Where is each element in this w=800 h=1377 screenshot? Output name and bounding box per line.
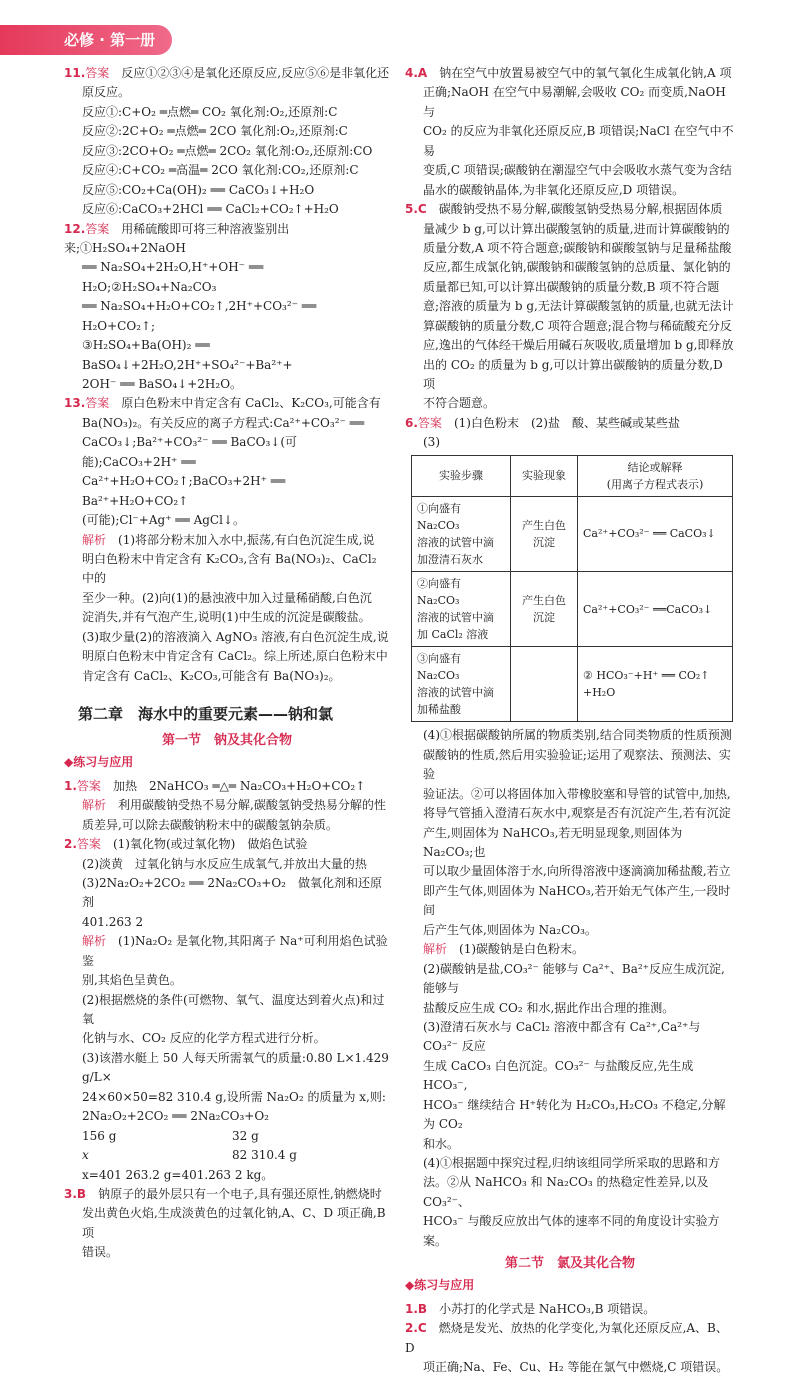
- analysis-text: 明白色粉末中肯定含有 K₂CO₃,含有 Ba(NO₃)₂、CaCl₂ 中的: [82, 551, 377, 586]
- table-row: [412, 496, 733, 571]
- analysis-text: 24×60×50=82 310.4 g,设所需 Na₂O₂ 的质量为 x,则:: [82, 1089, 386, 1104]
- answer-text: 钠原子的最外层只有一个电子,具有强还原性,钠燃烧时: [98, 1186, 382, 1201]
- answer-2: [64, 835, 390, 1185]
- cell-line: 加澄清石灰水: [417, 552, 483, 566]
- analysis-text: (1)碳酸钠是白色粉末。: [459, 942, 585, 957]
- analysis-text: 至少一种。(2)向(1)的悬浊液中加入过量稀硝酸,白色沉: [82, 590, 372, 605]
- answer-text: 用稀硫酸即可将三种溶液鉴别出来;①H₂SO₄+2NaOH: [64, 221, 290, 255]
- question-number: 2.: [405, 1321, 418, 1336]
- answer-text: (2)淡黄 过氧化钠与水反应生成氧气,并放出大量的热: [82, 856, 367, 871]
- answer-text: 后产生气体,则固体为 Na₂CO₃。: [423, 922, 597, 937]
- analysis-text: HCO₃⁻ 与酸反应放出气体的速率不同的角度设计实验方案。: [423, 1214, 720, 1248]
- answer-choice: C: [417, 1321, 427, 1336]
- answer-5: [405, 200, 735, 414]
- answer-text: ══ Na₂SO₄+2H₂O,H⁺+OH⁻ ══ H₂O;②H₂SO₄+Na₂CO₃: [82, 260, 264, 294]
- analysis-text: (4)①根据题中探究过程,归纳该组同学所采取的思路和方: [423, 1156, 720, 1171]
- analysis-text: (1)将部分粉末加入水中,振荡,有白色沉淀生成,说: [118, 532, 375, 547]
- analysis-text: (3)该潜水艇上 50 人每天所需氧气的质量:0.80 L×1.429 g/L×: [82, 1050, 389, 1085]
- reaction-line: 反应⑤:CO₂+Ca(OH)₂ ══ CaCO₃↓+H₂O: [82, 182, 315, 197]
- answer-text: 意;溶液的质量为 b g,无法计算碳酸氢钠的质量,也就无法计: [423, 299, 734, 314]
- analysis-text: 法。②从 NaHCO₃ 和 Na₂CO₃ 的热稳定性差异,以及 CO₃²⁻、: [423, 1175, 709, 1209]
- answer-text: 错误。: [82, 1245, 119, 1260]
- chapter-title: 第二章 海水中的重要元素——钠和氯: [78, 705, 334, 723]
- answer-tag: 答案: [85, 66, 110, 80]
- equation-line: 2Na₂O₂+2CO₂ ══ 2Na₂CO₃+O₂: [82, 1109, 269, 1124]
- analysis-tag: 解析: [82, 532, 107, 547]
- analysis-text: HCO₃⁻ 继续结合 H⁺转化为 H₂CO₃,H₂CO₃ 不稳定,分解为 CO₂: [423, 1097, 726, 1132]
- cell-line: 溶液的试管中滴: [417, 535, 494, 549]
- answer-text: 变质,C 项错误;碳酸钠在潮湿空气中会吸收水蒸气变为含结: [423, 163, 732, 178]
- answer-b2: [405, 1319, 735, 1377]
- table-header-row: [412, 455, 733, 496]
- answer-choice: A: [417, 66, 428, 80]
- answer-text: 可以取少量固体溶于水,向所得溶液中逐滴滴加稀盐酸,若立: [423, 864, 731, 879]
- cell-line: 溶液的试管中滴: [417, 686, 494, 700]
- question-number: 11.: [64, 66, 86, 80]
- answer-text: (1)白色粉末 (2)盐 酸、某些碱或某些盐: [453, 415, 680, 430]
- analysis-text: (2)根据燃烧的条件(可燃物、氧气、温度达到着火点)和过氧: [82, 992, 385, 1027]
- question-number: 2.: [64, 837, 77, 852]
- header-line: 结论或解释: [627, 460, 683, 474]
- answer-4: [405, 64, 735, 200]
- answer-choice: C: [417, 202, 427, 217]
- calc-cell: 82 310.4 g: [232, 1148, 297, 1163]
- phenomenon-cell: [511, 647, 578, 722]
- question-number: 5.: [405, 202, 418, 217]
- equation-cell: [578, 496, 733, 571]
- answer-text: 401.263 2: [82, 914, 144, 929]
- cell-line: 沉淀: [533, 611, 555, 625]
- experiment-table: [411, 455, 733, 723]
- cell-line: 产生白色: [522, 518, 566, 532]
- analysis-text: 肯定含有 CaCl₂、K₂CO₃,可能含有 Ba(NO₃)₂。: [82, 668, 341, 683]
- analysis-tag: 解析: [423, 942, 448, 957]
- answer-text: 算碳酸钠的质量分数,C 项符合题意;混合物与稀硫酸充分反: [423, 318, 732, 333]
- answer-text: 晶水的碳酸钠晶体,为非氧化还原反应,D 项错误。: [423, 182, 685, 197]
- analysis-text: (3)取少量(2)的溶液滴入 AgNO₃ 溶液,有白色沉淀生成,说: [82, 629, 389, 644]
- answer-text: 质量都已知,可以计算出碳酸钠的质量分数,B 项不符合题: [423, 279, 720, 294]
- answer-13: [64, 394, 390, 686]
- analysis-text: 盐酸反应生成 CO₂ 和水,据此作出合理的推测。: [423, 1000, 675, 1015]
- calc-cell: x: [82, 1148, 89, 1163]
- cell-line: 加稀盐酸: [417, 703, 461, 717]
- phenomenon-cell: [511, 572, 578, 647]
- answer-6: [405, 414, 735, 1251]
- answer-text: (1)氧化物(或过氧化物) 做焰色试验: [112, 837, 308, 852]
- analysis-text: 生成 CaCO₃ 白色沉淀。CO₃²⁻ 与盐酸反应,先生成 HCO₃⁻,: [423, 1058, 694, 1093]
- answer-text: 碳酸钠的性质,然后用实验验证;运用了观察法、预测法、实验: [423, 747, 731, 782]
- answer-text: (可能);Cl⁻+Ag⁺ ══ AgCl↓。: [82, 513, 245, 528]
- table-row: [412, 647, 733, 722]
- right-column: [405, 64, 735, 1377]
- cell-line: 产生白色: [522, 594, 566, 608]
- answer-choice: B: [76, 1186, 87, 1201]
- analysis-text: 利用碳酸钠受热不易分解,碳酸氢钠受热易分解的性: [118, 798, 386, 813]
- answer-text: 原白色粉末中肯定含有 CaCl₂、K₂CO₃,可能含有: [121, 396, 381, 411]
- cell-line: ②向盛有 Na₂CO₃: [417, 577, 461, 608]
- cell-line: 溶液的试管中滴: [417, 611, 494, 625]
- reaction-line: 反应②:2C+O₂ ═点燃═ 2CO 氧化剂:O₂,还原剂:C: [82, 124, 348, 139]
- analysis-text: (3)澄清石灰水与 CaCl₂ 溶液中都含有 Ca²⁺,Ca²⁺与 CO₃²⁻ 反应: [423, 1019, 701, 1054]
- answer-text: 验证法。②可以将固体加入带橡胶塞和导管的试管中,加热,: [423, 786, 731, 801]
- question-number: 4.: [405, 66, 418, 80]
- answer-text: 量减少 b g,可以计算出碳酸氢钠的质量,进而计算碳酸钠的: [423, 221, 730, 236]
- answer-text: ③H₂SO₄+Ba(OH)₂ ══ BaSO₄↓+2H₂O,2H⁺+SO₄²⁻+Ba²⁺+: [82, 338, 293, 372]
- answer-text: 反应,都生成氯化钠,碳酸钠和碳酸氢钠的总质量、氯化钠的: [423, 260, 731, 275]
- answer-text: 钠在空气中放置易被空气中的氧气氧化生成氧化钠,A 项: [439, 66, 732, 80]
- analysis-text: 和水。: [423, 1136, 460, 1151]
- answer-text: 正确;NaOH 在空气中易潮解,会吸收 CO₂ 而变质,NaOH 与: [423, 85, 726, 119]
- answer-text: 燃烧是发光、放热的化学变化,为氧化还原反应,A、B、D: [405, 1321, 728, 1355]
- answer-text: CaCO₃↓;Ba²⁺+CO₃²⁻ ══ BaCO₃↓(可能);CaCO₃+2H⁺ ══: [82, 435, 298, 469]
- cell-line: Ca²⁺+CO₃²⁻ ══ CaCO₃↓: [583, 527, 716, 541]
- calc-cell: 156 g: [82, 1128, 117, 1143]
- answer-tag: 答案: [85, 396, 110, 411]
- section-title: 第二节 氯及其化合物: [504, 1256, 635, 1272]
- answer-tag: 答案: [76, 778, 101, 793]
- answer-choice: B: [417, 1301, 428, 1316]
- analysis-text: 明原白色粉末中肯定含有 CaCl₂。综上所述,原白色粉末中: [82, 649, 388, 664]
- step-cell: [412, 496, 511, 571]
- answer-text: Ca²⁺+H₂O+CO₂↑;BaCO₃+2H⁺ ══ Ba²⁺+H₂O+CO₂↑: [82, 474, 286, 508]
- answer-text: 2OH⁻ ══ BaSO₄↓+2H₂O。: [82, 377, 243, 391]
- section-badge: 必修 · 第一册: [0, 25, 172, 55]
- answer-3: [64, 1185, 390, 1263]
- question-number: 1.: [64, 778, 77, 793]
- equation-cell: [578, 647, 733, 722]
- table-row: [412, 572, 733, 647]
- equation-cell: [578, 572, 733, 647]
- answer-text: 出的 CO₂ 的质量为 b g,可以计算出碳酸钠的质量分数,D 项: [423, 357, 723, 391]
- table-header: [578, 455, 733, 496]
- answer-text: 加热 2NaHCO₃ ═△═ Na₂CO₃+H₂O+CO₂↑: [112, 778, 366, 793]
- answer-text: (4)①根据碳酸钠所属的物质类别,结合同类物质的性质预测: [423, 728, 732, 743]
- analysis-text: 别,其焰色呈黄色。: [82, 973, 182, 988]
- cell-line: ② HCO₃⁻+H⁺ ══ CO₂↑: [583, 669, 710, 683]
- answer-text: ══ Na₂SO₄+H₂O+CO₂↑,2H⁺+CO₃²⁻ ══ H₂O+CO₂↑;: [82, 299, 317, 333]
- analysis-text: 淀消失,并有气泡产生,说明(1)中生成的沉淀是碳酸盐。: [82, 610, 371, 625]
- calc-row: [64, 1146, 390, 1165]
- answer-text: 产生,则固体为 NaHCO₃,若无明显现象,则固体为 Na₂CO₃;也: [423, 825, 683, 860]
- reaction-line: 反应①:C+O₂ ═点燃═ CO₂ 氧化剂:O₂,还原剂:C: [82, 104, 338, 119]
- answer-text: CO₂ 的反应为非氧化还原反应,B 项错误;NaCl 在空气中不易: [423, 124, 734, 158]
- analysis-text: x=401 263.2 g=401.263 2 kg。: [82, 1167, 274, 1182]
- answer-text: (3)2Na₂O₂+2CO₂ ══ 2Na₂CO₃+O₂ 做氧化剂和还原剂: [82, 875, 382, 910]
- section-title: 第一节 钠及其化合物: [161, 733, 292, 749]
- question-number: 6.: [405, 415, 418, 430]
- phenomenon-cell: [511, 496, 578, 571]
- answer-tag: 答案: [417, 415, 442, 430]
- question-number: 12.: [64, 221, 86, 236]
- cell-line: ③向盛有 Na₂CO₃: [417, 652, 461, 683]
- cell-line: 加 CaCl₂ 溶液: [417, 628, 489, 642]
- answer-text: (3): [423, 435, 440, 450]
- step-cell: [412, 572, 511, 647]
- calc-cell: 32 g: [232, 1128, 259, 1143]
- header-line: (用离子方程式表示): [606, 477, 704, 491]
- answer-text: 项正确;Na、Fe、Cu、H₂ 等能在氯气中燃烧,C 项错误。: [423, 1360, 729, 1375]
- answer-text: Ba(NO₃)₂。有关反应的离子方程式:Ca²⁺+CO₃²⁻ ══: [82, 415, 365, 430]
- left-column: [64, 64, 390, 1263]
- reaction-line: 反应③:2CO+O₂ ═点燃═ 2CO₂ 氧化剂:O₂,还原剂:CO: [82, 143, 373, 158]
- answer-text: 碳酸钠受热不易分解,碳酸氢钠受热易分解,根据固体质: [438, 202, 723, 217]
- answer-text: 即产生气体,则固体为 NaHCO₃,若开始无气体产生,一段时间: [423, 883, 731, 918]
- table-header: 实验步骤: [412, 455, 511, 496]
- answer-tag: 答案: [85, 221, 110, 236]
- answer-11: [64, 64, 390, 220]
- cell-line: ①向盛有 Na₂CO₃: [417, 501, 461, 532]
- answer-text: 小苏打的化学式是 NaHCO₃,B 项错误。: [439, 1301, 656, 1316]
- answer-text: 原反应。: [82, 85, 131, 100]
- answer-text: 质量分数,A 项不符合题意;碳酸钠和碳酸氢钠与足量稀盐酸: [423, 240, 732, 255]
- cell-line: +H₂O: [583, 686, 616, 700]
- subsection-title: ◆练习与应用: [64, 755, 134, 770]
- answer-tag: 答案: [76, 837, 101, 852]
- analysis-tag: 解析: [82, 934, 107, 949]
- answer-text: 反应①②③④是氧化还原反应,反应⑤⑥是非氧化还: [121, 66, 390, 80]
- question-number: 13.: [64, 396, 86, 411]
- answer-text: 应,逸出的气体经干燥后用碱石灰吸收,质量增加 b g,即释放: [423, 338, 734, 353]
- subsection-title: ◆练习与应用: [405, 1278, 475, 1293]
- analysis-text: 化钠与水、CO₂ 反应的化学方程式进行分析。: [82, 1031, 326, 1046]
- analysis-tag: 解析: [82, 798, 107, 813]
- answer-1: [64, 777, 390, 835]
- question-number: 1.: [405, 1301, 418, 1316]
- analysis-text: 质差异,可以除去碳酸钠粉末中的碳酸氢钠杂质。: [82, 817, 338, 832]
- analysis-text: (2)碳酸钠是盐,CO₃²⁻ 能够与 Ca²⁺、Ba²⁺反应生成沉淀,能够与: [423, 961, 725, 996]
- answer-b1: [405, 1300, 735, 1319]
- analysis-text: (1)Na₂O₂ 是氧化物,其阳离子 Na⁺可利用焰色试验鉴: [82, 934, 388, 968]
- reaction-line: 反应④:C+CO₂ ═高温═ 2CO 氧化剂:CO₂,还原剂:C: [82, 163, 359, 178]
- answer-12: [64, 220, 390, 395]
- step-cell: [412, 647, 511, 722]
- answer-text: 不符合题意。: [423, 396, 496, 411]
- answer-text: 发出黄色火焰,生成淡黄色的过氧化钠,A、C、D 项正确,B 项: [82, 1206, 386, 1240]
- cell-line: Ca²⁺+CO₃²⁻ ══CaCO₃↓: [583, 602, 713, 616]
- reaction-line: 反应⑥:CaCO₃+2HCl ══ CaCl₂+CO₂↑+H₂O: [82, 202, 339, 217]
- calc-row: [64, 1127, 390, 1146]
- cell-line: 沉淀: [533, 535, 555, 549]
- table-header: 实验现象: [511, 455, 578, 496]
- answer-text: 将导气管插入澄清石灰水中,观察是否有沉淀产生,若有沉淀: [423, 806, 731, 821]
- question-number: 3.: [64, 1186, 77, 1201]
